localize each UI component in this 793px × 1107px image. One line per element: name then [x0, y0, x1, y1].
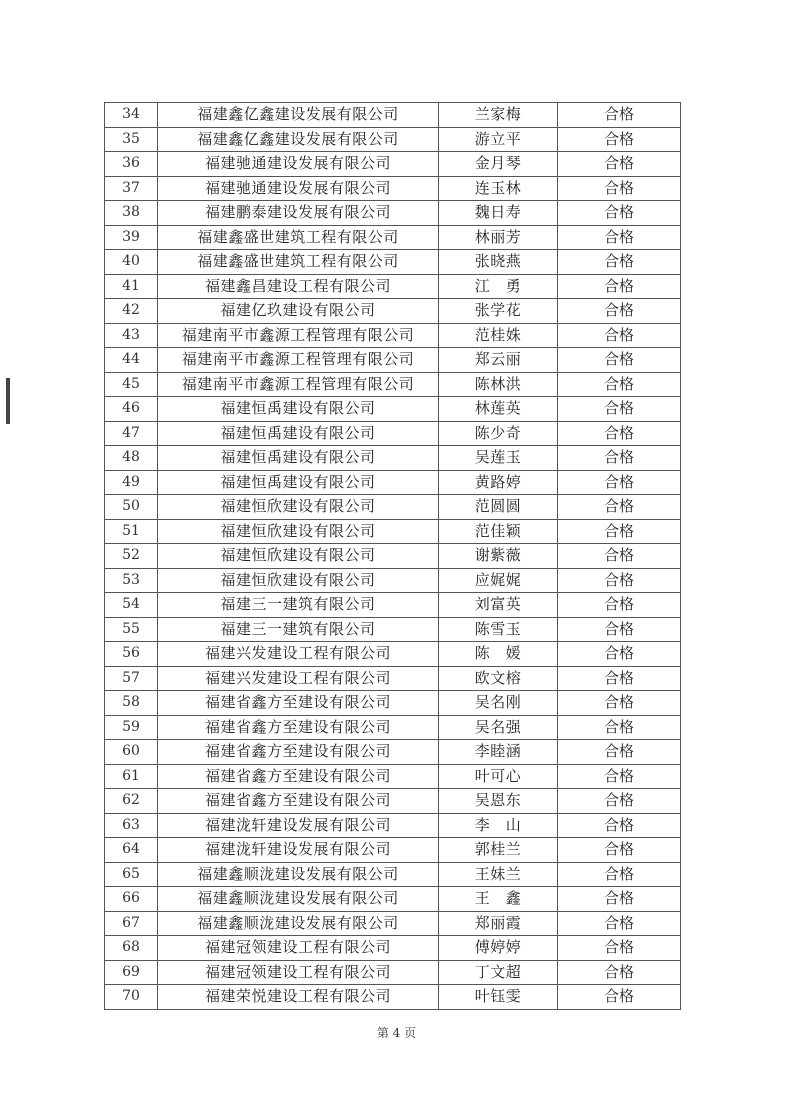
row-number: 48 [105, 446, 158, 471]
company-name: 福建恒禹建设有限公司 [158, 421, 439, 446]
result-status: 合格 [558, 250, 681, 275]
result-status: 合格 [558, 789, 681, 814]
result-status: 合格 [558, 176, 681, 201]
company-name: 福建恒禹建设有限公司 [158, 446, 439, 471]
person-name: 郑丽霞 [439, 911, 558, 936]
person-name: 吴名强 [439, 715, 558, 740]
company-name: 福建鑫盛世建筑工程有限公司 [158, 250, 439, 275]
row-number: 40 [105, 250, 158, 275]
result-status: 合格 [558, 740, 681, 765]
table-row [105, 372, 681, 397]
person-name: 叶可心 [439, 764, 558, 789]
company-name: 福建恒禹建设有限公司 [158, 397, 439, 422]
result-status: 合格 [558, 887, 681, 912]
row-number: 52 [105, 544, 158, 569]
table-row [105, 544, 681, 569]
person-name: 江 勇 [439, 274, 558, 299]
row-number: 53 [105, 568, 158, 593]
person-name: 范圆圆 [439, 495, 558, 520]
result-status: 合格 [558, 274, 681, 299]
table-row [105, 397, 681, 422]
row-number: 41 [105, 274, 158, 299]
company-name: 福建省鑫方至建设有限公司 [158, 740, 439, 765]
person-name: 陈雪玉 [439, 617, 558, 642]
result-status: 合格 [558, 593, 681, 618]
result-status: 合格 [558, 764, 681, 789]
person-name: 范佳颖 [439, 519, 558, 544]
result-status: 合格 [558, 715, 681, 740]
company-name: 福建南平市鑫源工程管理有限公司 [158, 323, 439, 348]
table-row [105, 446, 681, 471]
scan-edge-mark [6, 378, 10, 424]
table-row [105, 103, 681, 128]
table-row [105, 862, 681, 887]
person-name: 黄路婷 [439, 470, 558, 495]
row-number: 46 [105, 397, 158, 422]
table-row [105, 691, 681, 716]
result-status: 合格 [558, 397, 681, 422]
person-name: 刘富英 [439, 593, 558, 618]
table-row [105, 127, 681, 152]
table-row [105, 740, 681, 765]
table-row [105, 201, 681, 226]
row-number: 54 [105, 593, 158, 618]
row-number: 62 [105, 789, 158, 814]
table-row [105, 274, 681, 299]
row-number: 64 [105, 838, 158, 863]
row-number: 68 [105, 936, 158, 961]
table-row [105, 176, 681, 201]
table-row [105, 764, 681, 789]
company-name: 福建省鑫方至建设有限公司 [158, 715, 439, 740]
table-row [105, 250, 681, 275]
row-number: 67 [105, 911, 158, 936]
result-status: 合格 [558, 323, 681, 348]
row-number: 38 [105, 201, 158, 226]
company-name: 福建兴发建设工程有限公司 [158, 666, 439, 691]
result-status: 合格 [558, 666, 681, 691]
company-name: 福建亿玖建设有限公司 [158, 299, 439, 324]
row-number: 55 [105, 617, 158, 642]
company-name: 福建鑫顺泷建设发展有限公司 [158, 911, 439, 936]
person-name: 游立平 [439, 127, 558, 152]
company-name: 福建泷轩建设发展有限公司 [158, 813, 439, 838]
row-number: 36 [105, 152, 158, 177]
company-name: 福建鑫亿鑫建设发展有限公司 [158, 103, 439, 128]
row-number: 42 [105, 299, 158, 324]
table-row [105, 470, 681, 495]
result-status: 合格 [558, 103, 681, 128]
company-name: 福建鑫昌建设工程有限公司 [158, 274, 439, 299]
row-number: 34 [105, 103, 158, 128]
person-name: 王 鑫 [439, 887, 558, 912]
row-number: 50 [105, 495, 158, 520]
company-name: 福建鑫顺泷建设发展有限公司 [158, 887, 439, 912]
result-status: 合格 [558, 911, 681, 936]
row-number: 57 [105, 666, 158, 691]
person-name: 王妹兰 [439, 862, 558, 887]
person-name: 郭桂兰 [439, 838, 558, 863]
result-status: 合格 [558, 299, 681, 324]
row-number: 60 [105, 740, 158, 765]
person-name: 李睦涵 [439, 740, 558, 765]
result-status: 合格 [558, 519, 681, 544]
company-name: 福建南平市鑫源工程管理有限公司 [158, 372, 439, 397]
row-number: 63 [105, 813, 158, 838]
company-name: 福建驰通建设发展有限公司 [158, 152, 439, 177]
table-row [105, 593, 681, 618]
result-status: 合格 [558, 568, 681, 593]
row-number: 59 [105, 715, 158, 740]
person-name: 丁文超 [439, 960, 558, 985]
result-status: 合格 [558, 201, 681, 226]
row-number: 51 [105, 519, 158, 544]
roster-table-body [105, 103, 681, 1010]
table-row [105, 887, 681, 912]
company-name: 福建南平市鑫源工程管理有限公司 [158, 348, 439, 373]
company-name: 福建鑫盛世建筑工程有限公司 [158, 225, 439, 250]
row-number: 39 [105, 225, 158, 250]
person-name: 范桂姝 [439, 323, 558, 348]
company-name: 福建恒欣建设有限公司 [158, 568, 439, 593]
person-name: 陈少奇 [439, 421, 558, 446]
row-number: 45 [105, 372, 158, 397]
person-name: 吴名刚 [439, 691, 558, 716]
row-number: 44 [105, 348, 158, 373]
person-name: 陈 媛 [439, 642, 558, 667]
person-name: 陈林洪 [439, 372, 558, 397]
row-number: 66 [105, 887, 158, 912]
company-name: 福建鹏泰建设发展有限公司 [158, 201, 439, 226]
table-row [105, 152, 681, 177]
company-name: 福建冠领建设工程有限公司 [158, 936, 439, 961]
person-name: 欧文榕 [439, 666, 558, 691]
row-number: 61 [105, 764, 158, 789]
company-name: 福建驰通建设发展有限公司 [158, 176, 439, 201]
table-row [105, 495, 681, 520]
person-name: 连玉林 [439, 176, 558, 201]
result-status: 合格 [558, 225, 681, 250]
table-row [105, 813, 681, 838]
result-status: 合格 [558, 152, 681, 177]
roster-table [104, 102, 681, 1010]
row-number: 47 [105, 421, 158, 446]
person-name: 应娓娓 [439, 568, 558, 593]
company-name: 福建省鑫方至建设有限公司 [158, 691, 439, 716]
company-name: 福建三一建筑有限公司 [158, 593, 439, 618]
company-name: 福建三一建筑有限公司 [158, 617, 439, 642]
person-name: 魏日寿 [439, 201, 558, 226]
person-name: 林莲英 [439, 397, 558, 422]
result-status: 合格 [558, 421, 681, 446]
company-name: 福建鑫顺泷建设发展有限公司 [158, 862, 439, 887]
person-name: 吴恩东 [439, 789, 558, 814]
person-name: 谢紫薇 [439, 544, 558, 569]
result-status: 合格 [558, 960, 681, 985]
row-number: 49 [105, 470, 158, 495]
person-name: 傅婷婷 [439, 936, 558, 961]
company-name: 福建恒欣建设有限公司 [158, 544, 439, 569]
company-name: 福建恒禹建设有限公司 [158, 470, 439, 495]
result-status: 合格 [558, 470, 681, 495]
table-row [105, 985, 681, 1010]
result-status: 合格 [558, 642, 681, 667]
company-name: 福建恒欣建设有限公司 [158, 519, 439, 544]
company-name: 福建鑫亿鑫建设发展有限公司 [158, 127, 439, 152]
row-number: 69 [105, 960, 158, 985]
table-row [105, 642, 681, 667]
table-row [105, 936, 681, 961]
person-name: 张晓燕 [439, 250, 558, 275]
result-status: 合格 [558, 985, 681, 1010]
row-number: 35 [105, 127, 158, 152]
person-name: 郑云丽 [439, 348, 558, 373]
table-row [105, 789, 681, 814]
person-name: 李 山 [439, 813, 558, 838]
table-row [105, 715, 681, 740]
table-row [105, 225, 681, 250]
result-status: 合格 [558, 936, 681, 961]
table-row [105, 960, 681, 985]
page-number: 第 4 页 [376, 1026, 417, 1040]
company-name: 福建省鑫方至建设有限公司 [158, 764, 439, 789]
person-name: 林丽芳 [439, 225, 558, 250]
company-name: 福建恒欣建设有限公司 [158, 495, 439, 520]
row-number: 37 [105, 176, 158, 201]
table-row [105, 323, 681, 348]
company-name: 福建省鑫方至建设有限公司 [158, 789, 439, 814]
result-status: 合格 [558, 127, 681, 152]
result-status: 合格 [558, 691, 681, 716]
table-row [105, 617, 681, 642]
row-number: 43 [105, 323, 158, 348]
table-row [105, 519, 681, 544]
company-name: 福建兴发建设工程有限公司 [158, 642, 439, 667]
table-row [105, 838, 681, 863]
row-number: 70 [105, 985, 158, 1010]
result-status: 合格 [558, 446, 681, 471]
person-name: 张学花 [439, 299, 558, 324]
result-status: 合格 [558, 348, 681, 373]
table-row [105, 421, 681, 446]
company-name: 福建冠领建设工程有限公司 [158, 960, 439, 985]
table-row [105, 568, 681, 593]
row-number: 56 [105, 642, 158, 667]
person-name: 金月琴 [439, 152, 558, 177]
company-name: 福建泷轩建设发展有限公司 [158, 838, 439, 863]
table-row [105, 666, 681, 691]
result-status: 合格 [558, 617, 681, 642]
result-status: 合格 [558, 544, 681, 569]
result-status: 合格 [558, 862, 681, 887]
result-status: 合格 [558, 372, 681, 397]
table-row [105, 348, 681, 373]
result-status: 合格 [558, 838, 681, 863]
row-number: 65 [105, 862, 158, 887]
row-number: 58 [105, 691, 158, 716]
person-name: 叶钰雯 [439, 985, 558, 1010]
table-row [105, 299, 681, 324]
result-status: 合格 [558, 813, 681, 838]
person-name: 兰家梅 [439, 103, 558, 128]
table-row [105, 911, 681, 936]
person-name: 吴莲玉 [439, 446, 558, 471]
company-name: 福建荣悦建设工程有限公司 [158, 985, 439, 1010]
result-status: 合格 [558, 495, 681, 520]
